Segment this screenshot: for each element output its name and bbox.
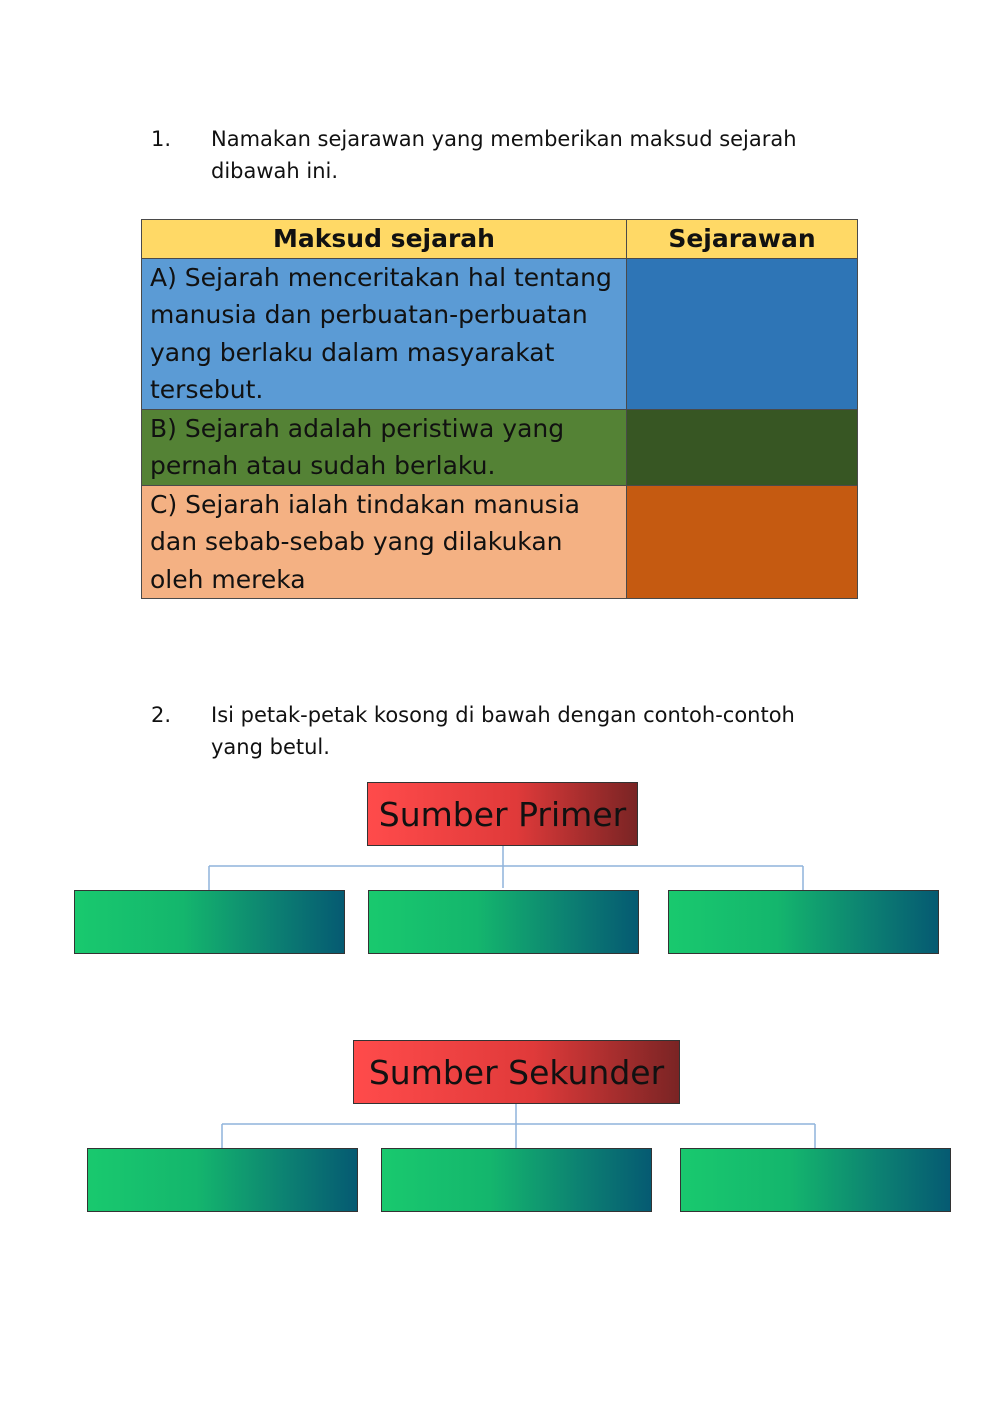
sumber-primer-title: Sumber Primer [367, 782, 638, 846]
primer-answer-box-2[interactable] [368, 890, 639, 954]
sekunder-answer-box-1[interactable] [87, 1148, 358, 1212]
question-1-text: Namakan sejarawan yang memberikan maksud sejarah dibawah ini. [211, 127, 797, 183]
primer-answer-box-3[interactable] [668, 890, 939, 954]
question-2-text: Isi petak-petak kosong di bawah dengan contoh-contoh yang betul. [211, 703, 795, 759]
question-1-number: 1. [151, 127, 172, 151]
header-sejarawan: Sejarawan [627, 220, 858, 259]
definition-b: B) Sejarah adalah peristiwa yang pernah atau sudah berlaku. [142, 409, 627, 485]
sekunder-answer-box-3[interactable] [680, 1148, 951, 1212]
header-maksud-sejarah: Maksud sejarah [142, 220, 627, 259]
definition-a: A) Sejarah menceritakan hal tentang manusia dan perbuatan-perbuatan yang berlaku dalam masyarakat tersebut. [142, 258, 627, 409]
definition-c: C) Sejarah ialah tindakan manusia dan sebab-sebab yang dilakukan oleh mereka [142, 485, 627, 599]
sumber-sekunder-title: Sumber Sekunder [353, 1040, 680, 1104]
primer-answer-box-1[interactable] [74, 890, 345, 954]
sekunder-answer-box-2[interactable] [381, 1148, 652, 1212]
question-2-number: 2. [151, 703, 172, 727]
